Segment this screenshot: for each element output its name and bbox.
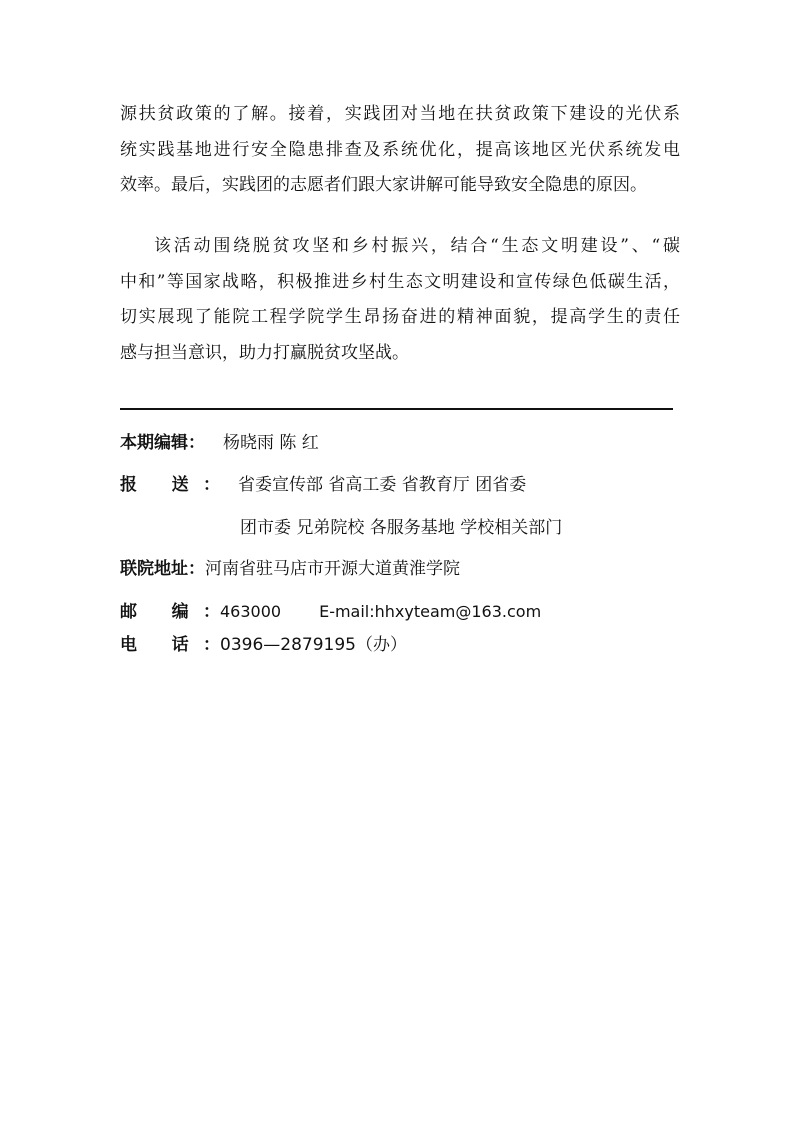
zip-label: 邮 编： <box>120 602 220 622</box>
phone-row <box>120 630 407 655</box>
phone-label: 电 话： <box>120 635 220 655</box>
article-paragraph-2 <box>120 229 680 371</box>
send-value-line2: 团市委 兄弟院校 各服务基地 学校相关部门 <box>240 518 563 538</box>
send-row-2 <box>240 513 562 538</box>
paragraph-line: 源扶贫政策的了解。接着，实践团对当地在扶贫政策下建设的光伏系 <box>120 104 680 124</box>
zip-value: 463000 <box>220 602 282 621</box>
address-label: 联院地址： <box>120 559 205 579</box>
email-value: E-mail:hhxyteam@163.com <box>319 602 542 621</box>
paragraph-line: 中和”等国家战略，积极推进乡村生态文明建设和宣传绿色低碳生活， <box>120 271 680 292</box>
paragraph-line: 该活动围绕脱贫攻坚和乡村振兴，结合“生态文明建设”、“碳 <box>154 236 680 256</box>
paragraph-line: 统实践基地进行安全隐患排查及系统优化，提高该地区光伏系统发电 <box>120 139 680 160</box>
paragraph-line: 切实展现了能院工程学院学生昂扬奋进的精神面貌，提高学生的责任 <box>120 307 680 327</box>
article-paragraph-1 <box>120 97 680 204</box>
editor-label: 本期编辑： <box>120 433 205 453</box>
footer-divider <box>120 408 673 410</box>
zip-row <box>120 597 541 622</box>
editor-row <box>120 428 319 453</box>
paragraph-line: 感与担当意识，助力打赢脱贫攻坚战。 <box>120 342 409 363</box>
address-row <box>120 554 460 579</box>
send-label: 报 送： <box>120 475 220 495</box>
editor-value: 杨晓雨 陈 红 <box>223 433 319 453</box>
address-value: 河南省驻马店市开源大道黄淮学院 <box>205 559 460 579</box>
send-value-line1: 省委宣传部 省高工委 省教育厅 团省委 <box>238 475 527 495</box>
phone-value: 0396—2879195（办） <box>220 635 407 655</box>
paragraph-line: 效率。最后，实践团的志愿者们跟大家讲解可能导致安全隐患的原因。 <box>120 175 647 195</box>
send-row <box>120 470 526 495</box>
